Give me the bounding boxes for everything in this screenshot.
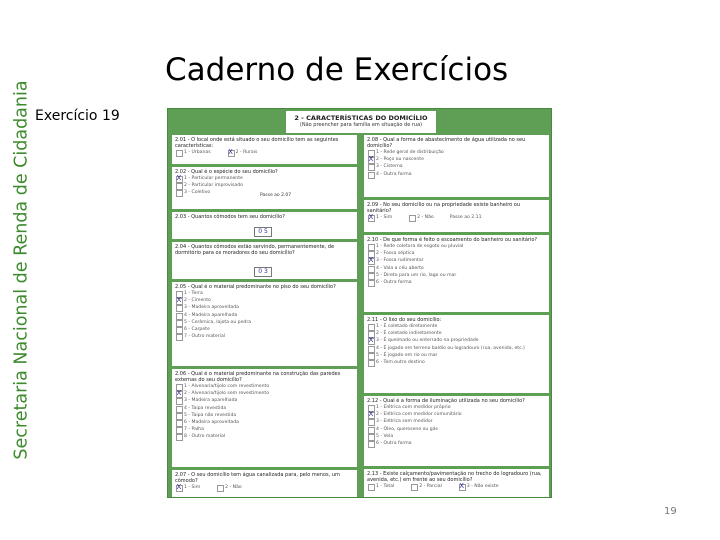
question-2-13 [364, 469, 549, 497]
question-text: 2.13 - Existe calçamento/pavimentação no trecho do logradouro (rua, avenida, etc.) em frente ao seu domicílio? [367, 471, 542, 483]
option[interactable]: 6 - Outra forma [367, 279, 546, 286]
skip-note: Passe ao 2.11 [449, 215, 482, 220]
question-text: 2.02 - Qual é o espécie do seu domicílio? [175, 169, 278, 175]
question-2-08 [364, 135, 549, 197]
option[interactable]: 1 - Terra [175, 290, 354, 297]
form-header-subtitle: (Não preencher para família em situação de rua) [299, 122, 423, 128]
option[interactable]: X 3 - É queimado ou enterrado na propriedade [367, 337, 546, 344]
option[interactable]: X 2 - Elétrica com medidor comunitário [367, 411, 546, 418]
exercise-label: Exercício 19 [35, 108, 120, 124]
option[interactable]: 1 - Total [367, 483, 394, 490]
question-text: 2.09 - No seu domicílio ou na propriedade existe banheiro ou sanitário? [367, 202, 521, 214]
sidebar-title-text: Secretaria Nacional de Renda de Cidadania [12, 80, 32, 460]
question-text: 2.07 - O seu domicílio tem água canalizada para, pelo menos, um cômodo? [175, 472, 340, 484]
checkbox[interactable] [368, 172, 375, 179]
option[interactable]: 2 - Não [216, 484, 242, 491]
question-text: 2.12 - Qual é a forma de iluminação utilizada no seu domicílio? [367, 398, 525, 404]
question-2-03 [172, 212, 357, 239]
form-header-title: 2 - CARACTERÍSTICAS DO DOMICÍLIO [294, 114, 428, 122]
option[interactable]: 4 - Vala a céu aberto [367, 265, 546, 272]
checkbox[interactable] [411, 484, 418, 491]
checkbox[interactable] [368, 360, 375, 367]
option[interactable]: 6 - Tem outro destino [367, 359, 546, 366]
page-title: Caderno de Exercícios [165, 52, 509, 88]
checkbox[interactable] [368, 280, 375, 287]
option[interactable]: 4 - Óleo, querosene ou gás [367, 426, 546, 433]
checkbox[interactable] [176, 334, 183, 341]
option[interactable]: 7 - Outro material [175, 333, 354, 340]
option[interactable]: 1 - Alvenaria/tijolo com revestimento [175, 383, 354, 390]
option[interactable]: X 1 - Particular permanente [175, 175, 354, 182]
checkbox[interactable] [409, 215, 416, 222]
option[interactable]: 3 - Elétrica sem medidor [367, 418, 546, 425]
option[interactable]: 1 - Elétrica com medidor próprio [367, 404, 546, 411]
question-text: 2.08 - Qual a forma de abastecimento de água utilizada no seu domicílio? [367, 137, 526, 149]
option[interactable]: 3 - Cisterna [367, 163, 546, 170]
question-text: 2.05 - Qual é o material predominante no piso do seu domicílio? [175, 284, 336, 290]
skip-note: Passe ao 2.07 [260, 193, 292, 198]
option[interactable]: 1 - Rede coletora de esgoto ou pluvial [367, 243, 546, 250]
option[interactable]: 6 - Outra forma [367, 440, 546, 447]
option[interactable]: 1 - É coletado diretamente [367, 323, 546, 330]
option[interactable]: 3 - Coletivo [175, 189, 354, 196]
option[interactable]: 5 - Direto para um rio, lago ou mar [367, 272, 546, 279]
question-2-05 [172, 282, 357, 366]
option[interactable]: 6 - Carpete [175, 326, 354, 333]
question-text: 2.03 - Quantos cômodos tem seu domicílio? [175, 214, 285, 220]
checkbox[interactable] [176, 150, 183, 157]
option[interactable]: 5 - Cerâmica, lajota ou pedra [175, 319, 354, 326]
checkbox-checked[interactable] [459, 484, 466, 491]
question-2-12 [364, 396, 549, 466]
question-text: 2.06 - Qual é o material predominante na construção das paredes externas do seu domicílio? [175, 371, 341, 383]
checkbox[interactable] [176, 190, 183, 197]
option[interactable]: 3 - Madeira aproveitada [175, 304, 354, 311]
option[interactable]: 7 - Palha [175, 426, 354, 433]
form-header [286, 111, 436, 133]
page-number: 19 [664, 506, 677, 517]
option[interactable]: 4 - Madeira aparelhada [175, 312, 354, 319]
option[interactable]: X 2 - Cimento [175, 297, 354, 304]
checkbox[interactable] [217, 485, 224, 492]
checkbox-checked[interactable] [176, 485, 183, 492]
checkbox[interactable] [176, 434, 183, 441]
sidebar-title [2, 0, 42, 540]
option[interactable]: X 3 - Fossa rudimentar [367, 257, 546, 264]
option[interactable]: X 3 - Não existe [458, 483, 499, 490]
question-2-11 [364, 315, 549, 393]
question-2-02 [172, 167, 357, 209]
option[interactable]: 2 - Não [408, 214, 434, 221]
question-2-01 [172, 135, 357, 164]
option[interactable]: 2 - É coletado indiretamente [367, 330, 546, 337]
question-text: 2.01 - O local onde está situado o seu domicílio tem as seguintes características: [175, 137, 339, 149]
option[interactable]: X 1 - Sim [367, 214, 392, 221]
answer-field[interactable]: 0 5 [254, 227, 272, 237]
option[interactable]: 4 - Outra forma [367, 171, 546, 178]
question-2-07 [172, 470, 357, 497]
option[interactable]: 2 - Particular improvisado [175, 182, 354, 189]
option[interactable]: 6 - Madeira aproveitada [175, 419, 354, 426]
checkbox[interactable] [368, 441, 375, 448]
option[interactable]: 8 - Outro material [175, 433, 354, 440]
option[interactable]: 3 - Madeira aparelhada [175, 397, 354, 404]
option[interactable]: 5 - É jogado em rio ou mar [367, 352, 546, 359]
checkbox[interactable] [368, 484, 375, 491]
option[interactable]: 2 - Parcial [410, 483, 442, 490]
option[interactable]: 5 - Taipa não revestida [175, 412, 354, 419]
option[interactable]: 4 - Taipa revestida [175, 405, 354, 412]
question-2-04 [172, 242, 357, 279]
question-text: 2.11 - O lixo do seu domicílio: [367, 317, 442, 323]
question-text: 2.10 - De que forma é feito o escoamento do banheiro ou sanitário? [367, 237, 538, 243]
option[interactable]: 5 - Vela [367, 433, 546, 440]
option[interactable]: 1 - Urbanas [175, 149, 211, 156]
question-text: 2.04 - Quantos cômodos estão servindo, permanentemente, de dormitório para os moradores do seu domicílio? [175, 244, 335, 256]
option[interactable]: 1 - Rede geral de distribuição [367, 149, 546, 156]
answer-field[interactable]: 0 3 [254, 267, 272, 277]
checkbox-checked[interactable] [228, 150, 235, 157]
question-2-09 [364, 200, 549, 232]
option[interactable]: 4 - É jogado em terreno baldio ou logradouro (rua, avenida, etc.) [367, 345, 546, 352]
option[interactable]: X 2 - Rurais [227, 149, 258, 156]
form-image [167, 108, 552, 498]
option[interactable]: X 2 - Alvenaria/tijolo sem revestimento [175, 390, 354, 397]
option[interactable]: X 2 - Poço ou nascente [367, 156, 546, 163]
option[interactable]: 2 - Fossa séptica [367, 250, 546, 257]
question-2-06 [172, 369, 357, 467]
question-2-10 [364, 235, 549, 312]
checkbox-checked[interactable] [368, 215, 375, 222]
option[interactable]: X 1 - Sim [175, 484, 200, 491]
